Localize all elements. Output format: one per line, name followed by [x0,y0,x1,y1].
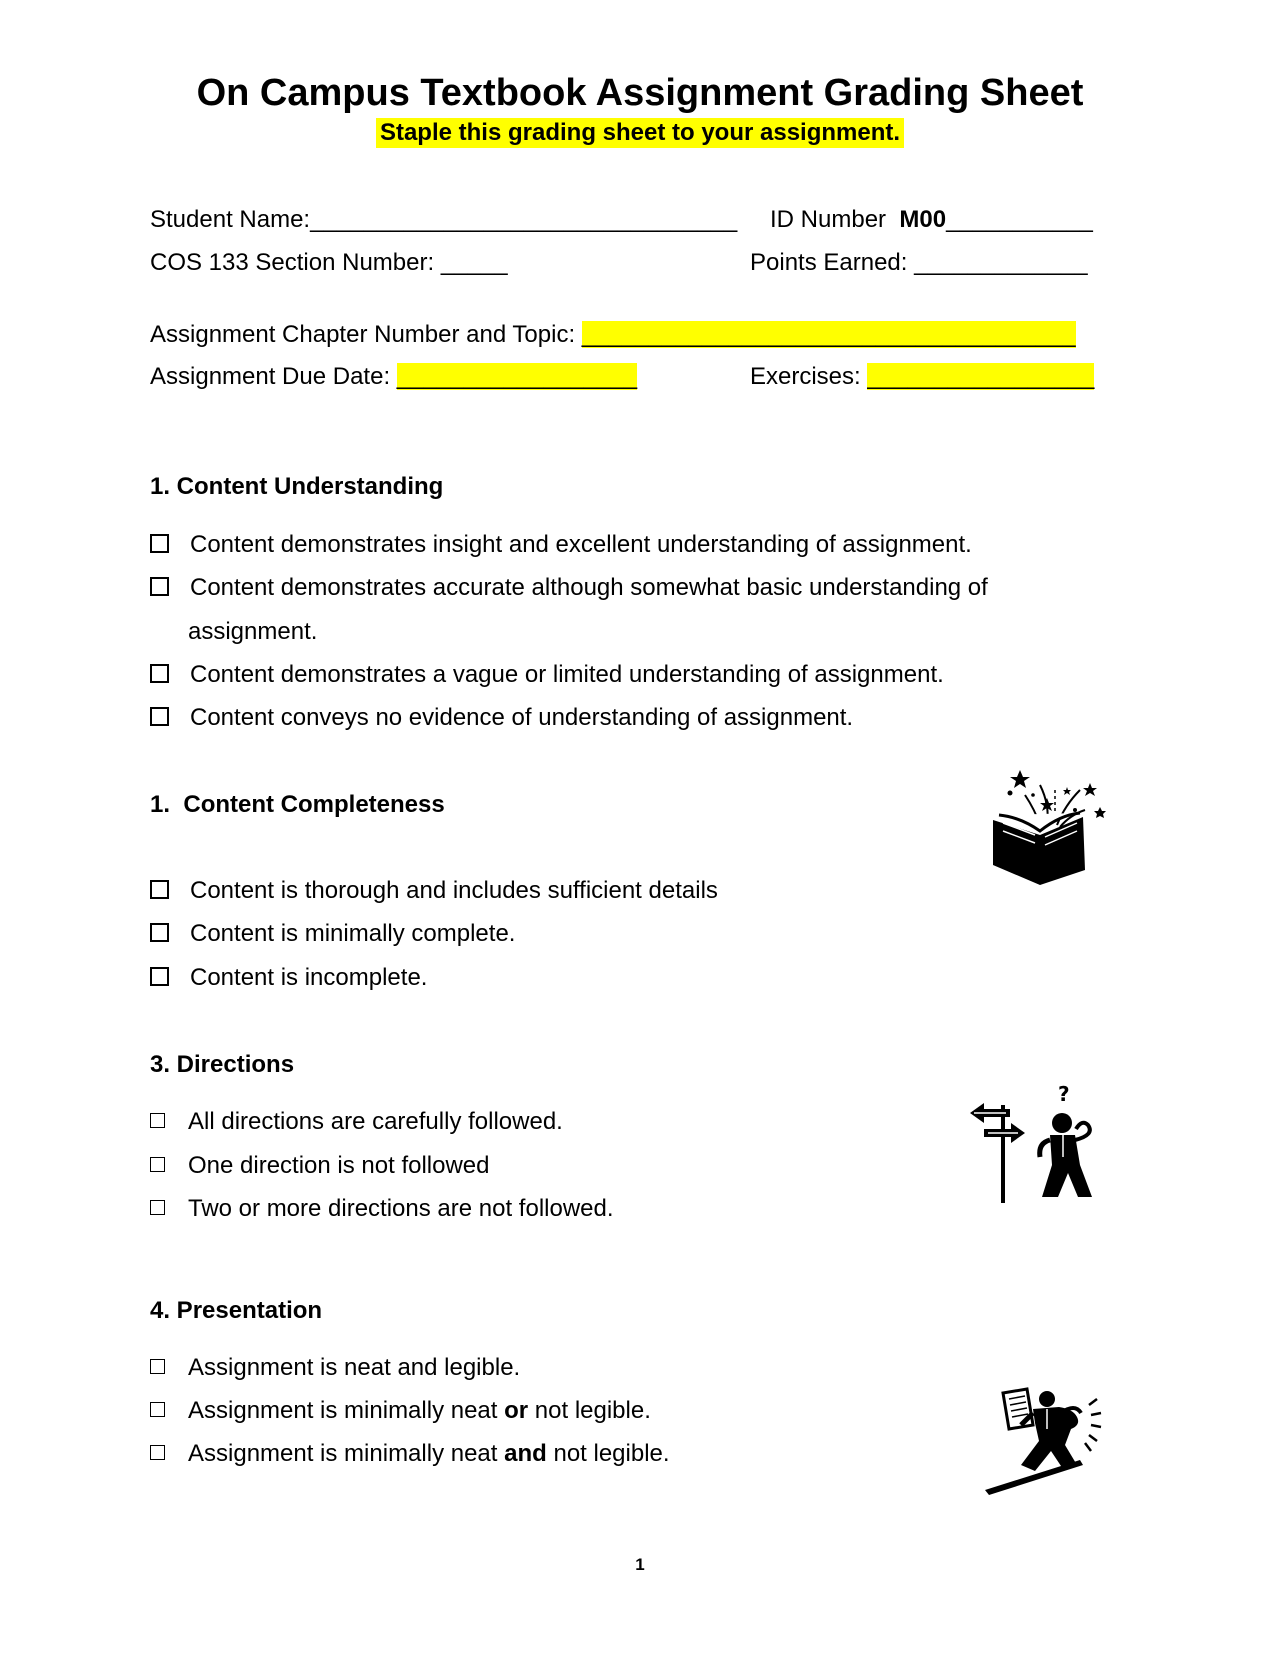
section-number-blank[interactable]: _____ [440,249,508,276]
section-number-field [150,248,508,278]
student-name-label: Student Name: [150,206,311,233]
confused-signpost-person-icon [970,1082,1100,1205]
item-text: Content demonstrates accurate although somewhat basic understanding of [190,574,988,601]
checkbox[interactable] [150,534,169,553]
item-text: Content demonstrates a vague or limited understanding of assignment. [190,661,944,688]
checklist-item [150,1396,651,1426]
points-earned-field [750,248,1088,278]
item-text: Two or more directions are not followed. [188,1195,614,1222]
person-climbing-with-document-icon [985,1385,1105,1495]
section-heading-presentation: 4. Presentation [150,1297,323,1324]
checklist-item [150,1151,490,1181]
checklist-item [150,660,944,690]
section-heading-content-understanding: 1. Content Understanding [150,473,444,500]
checklist-item [150,703,853,733]
item-text: Content is minimally complete. [190,920,516,947]
magic-book-icon [985,765,1115,890]
item-text: Content is incomplete. [190,964,428,991]
section-heading-number: 1. [150,791,171,818]
student-name-field [150,205,737,235]
page-title: On Campus Textbook Assignment Grading Sheet [196,72,1084,114]
id-number-label: ID Number [770,206,887,233]
item-text-post: not legible. [528,1397,651,1424]
item-text: Content demonstrates insight and excellent understanding of assignment. [190,531,972,558]
checkbox[interactable] [150,880,169,899]
exercises-label: Exercises: [750,363,861,390]
chapter-topic-blank[interactable]: _____________________________________ [581,321,1076,348]
subtitle-wrap [0,118,1280,148]
item-text-pre: Assignment is minimally neat [188,1440,505,1467]
item-text: Assignment is neat and legible. [188,1354,521,1381]
checklist-item [150,573,988,603]
checklist-item [150,919,515,949]
id-number-field [770,205,1093,235]
section-number-label: COS 133 Section Number: [150,249,435,276]
checkbox[interactable] [150,1402,165,1417]
checklist-item-continuation: assignment. [188,618,318,645]
checklist-item [150,1107,563,1137]
checkbox[interactable] [150,1445,165,1460]
checkbox[interactable] [150,1113,165,1128]
student-name-blank[interactable]: ________________________________ [310,206,738,233]
page-number: 1 [635,1555,645,1574]
checkbox[interactable] [150,664,169,683]
checkbox[interactable] [150,1200,165,1215]
points-earned-blank[interactable]: _____________ [914,249,1088,276]
svg-text:?: ? [1058,1082,1070,1106]
checklist-item [150,1194,614,1224]
exercises-field [750,362,1094,392]
chapter-topic-field [150,320,1076,350]
section-heading-content-completeness [150,790,445,820]
section-heading-directions: 3. Directions [150,1051,295,1078]
checkbox[interactable] [150,1359,165,1374]
checkbox[interactable] [150,923,169,942]
item-text-bold: and [504,1440,547,1467]
checkbox[interactable] [150,707,169,726]
points-earned-label: Points Earned: [750,249,908,276]
item-text: Content is thorough and includes sufficient details [190,877,718,904]
subtitle: Staple this grading sheet to your assignment. [376,118,904,148]
due-date-blank[interactable]: __________________ [396,363,638,390]
exercises-blank[interactable]: _________________ [867,363,1095,390]
item-text: One direction is not followed [188,1152,490,1179]
checkbox[interactable] [150,1157,165,1172]
checklist-item [150,530,972,560]
id-prefix: M00 [899,206,947,233]
checklist-item [150,876,718,906]
due-date-label: Assignment Due Date: [150,363,391,390]
checkbox[interactable] [150,967,169,986]
checklist-item [150,1353,520,1383]
item-text: All directions are carefully followed. [188,1108,563,1135]
item-text-bold: or [504,1397,529,1424]
item-text: Content conveys no evidence of understanding of assignment. [190,704,854,731]
chapter-topic-label: Assignment Chapter Number and Topic: [150,321,576,348]
item-text-post: not legible. [546,1440,670,1467]
item-text-pre: Assignment is minimally neat [188,1397,505,1424]
id-number-blank[interactable]: ___________ [946,206,1093,233]
checklist-item [150,963,427,993]
checklist-item [150,1439,670,1469]
section-heading-text: Content Completeness [183,791,445,818]
due-date-field [150,362,637,392]
checkbox[interactable] [150,577,169,596]
